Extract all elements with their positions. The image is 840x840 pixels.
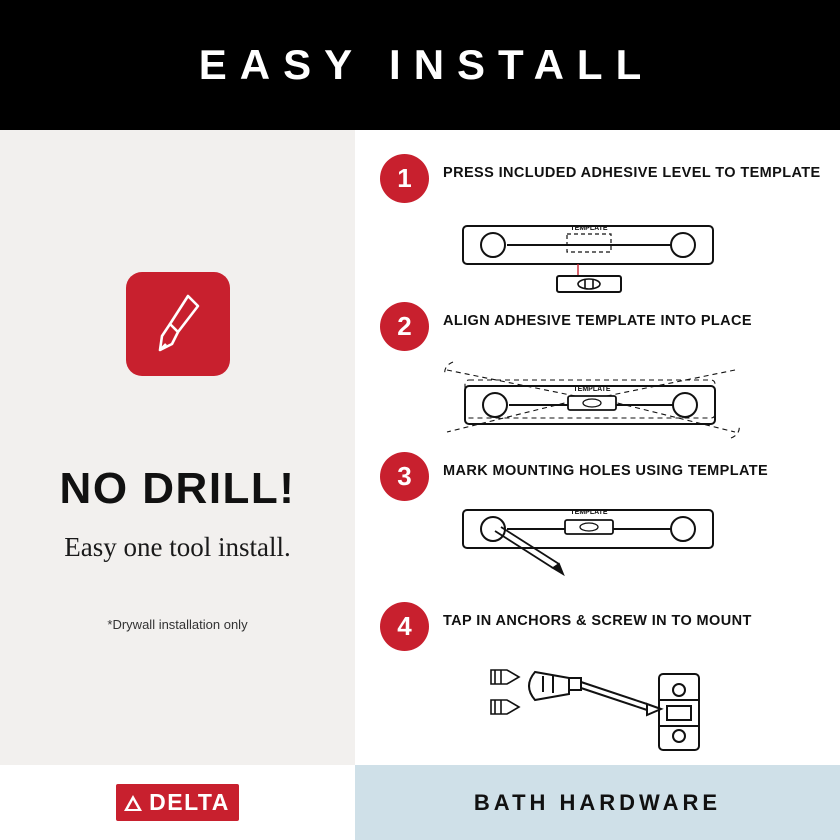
step-3-label: MARK MOUNTING HOLES USING TEMPLATE [443, 463, 769, 479]
footnote: *Drywall installation only [107, 617, 248, 632]
delta-triangle-icon [122, 792, 144, 814]
step-1-illustration [435, 212, 755, 302]
step-2-number: 2 [380, 302, 429, 351]
delta-logo [116, 784, 239, 821]
subtitle: Easy one tool install. [64, 532, 291, 562]
screwdriver-icon [150, 288, 206, 360]
step-1-template-caption: TEMPLATE [570, 225, 608, 232]
header-banner [0, 0, 840, 130]
footer-category-area [355, 765, 840, 840]
step-4-illustration [435, 652, 765, 762]
footer-brand-area [0, 765, 355, 840]
step-3-template-caption: TEMPLATE [570, 509, 608, 516]
step-2-label: ALIGN ADHESIVE TEMPLATE INTO PLACE [443, 313, 752, 329]
steps-panel [355, 130, 840, 765]
step-3-illustration [435, 502, 755, 592]
step-1-number: 1 [380, 154, 429, 203]
screwdriver-badge [126, 272, 230, 376]
step-2-template-caption: TEMPLATE [573, 386, 611, 393]
left-panel [0, 130, 355, 765]
step-4-number: 4 [380, 602, 429, 651]
page-title: EASY INSTALL [198, 41, 655, 88]
step-3-number: 3 [380, 452, 429, 501]
step-4-label: TAP IN ANCHORS & SCREW IN TO MOUNT [443, 613, 752, 629]
headline: NO DRILL! [59, 464, 296, 513]
step-1-label: PRESS INCLUDED ADHESIVE LEVEL TO TEMPLATE [443, 165, 821, 181]
category-label: BATH HARDWARE [473, 789, 722, 815]
brand-name: DELTA [149, 789, 230, 815]
step-2-illustration [435, 354, 755, 454]
